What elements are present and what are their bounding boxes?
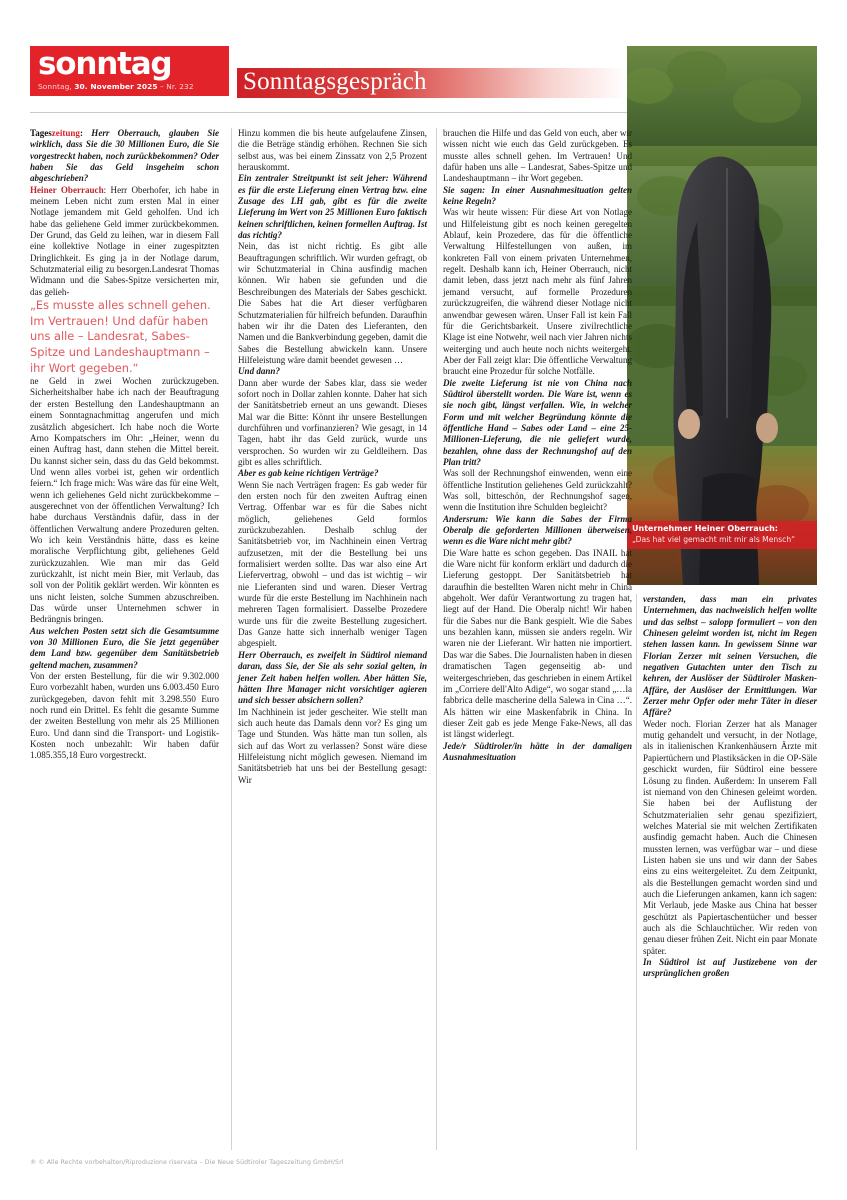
interview-question: In Südtirol ist auf Justizebene von der ursprünglichen großen [643, 957, 817, 979]
interview-question: Ein zentraler Streitpunkt ist seit jeher: Während es für die erste Lieferung einen Vertrag bzw. eine Zusage des LH gab, gibt es für die zweite Lieferung im Wert von 25 Millionen Euro faktisch keinen schriftlichen, keinen formellen Auftrag. Ist das richtig? [238, 173, 427, 241]
column-divider-3 [636, 594, 637, 1150]
interview-answer: Weder noch. Florian Zerzer hat als Manager mutig gehandelt und versucht, in der Notlage, als in italienischen Krankenhäusern Ärzte mit Papiertüchern und Plastiksäcken in die OP-Säle geschickt wurden, für Südtirol eine bessere Lösung zu finden. Außerdem: In unserem Fall ist niemand von den Chinesen geleimt worden. Sie haben bei der Auflistung der Schutzmaterialien sehr genau spezifiziert, welches Material sie mit welchen Zertifikaten ausfindig gemacht haben. Auch die Chinesen mussten lernen, was verfügbar war – und diese Listen haben sie uns und wir dann der Sabes eins zu eins weitergeleitet. Zu dem Zeitpunkt, als die Bestellungen gemacht worden sind und auch die Lieferungen ankamen, kann ich sagen: Mit Verlaub, jede Maske aus China hat besser geschützt als Papiertaschentücher und besser auch als die Schlauchtücher. Wir reden von genau dieser frühen Zeit. Nicht ein paar Monate später. [643, 718, 817, 956]
copyright-footer: ® © Alle Rechte vorbehalten/Riproduzione riservata – Die Neue Südtiroler Tageszeitung GmbH/Srl [30, 1159, 344, 1166]
interview-question: Andersrum: Wie kann die Sabes der Firma Oberalp die geforderten Millionen überweisen, wenn es die Ware nicht mehr gibt? [443, 513, 632, 547]
column-divider-1 [231, 128, 232, 1150]
article-column-2 [238, 128, 427, 1150]
interview-question: Herr Oberrauch, es zweifelt in Südtirol niemand daran, dass Sie, der Sie als sehr sozial gelten, in jener Zeit haben helfen wollen. Aber hätten Sie, hätten Ihre Manager nicht vorsichtiger agieren und sich besser absichern sollen? [238, 649, 427, 706]
question-text: Herr Oberrauch, glauben Sie wirklich, dass Sie die 30 Millionen Euro, die Sie vorgestreckt haben, noch zurückbekommen? Oder haben Sie das Geld insgeheim schon abgeschrieben? [30, 128, 219, 184]
column-divider-2 [436, 128, 437, 1150]
brand-colon: : [79, 128, 83, 138]
photo-caption-text: „Das hat viel gemacht mit mir als Mensch“ [632, 534, 796, 544]
interview-question: Aber es gab keine richtigen Verträge? [238, 468, 379, 479]
article-column-1 [30, 128, 219, 1150]
interview-answer: Dann aber wurde der Sabes klar, dass sie weder sofort noch in Dollar zahlen konnte. Daher hat sich der Sanitätsbetrieb erneut an uns gewandt. Dieses Mal war die Bitte: Könnt ihr unsere Bestellungen durchführen und vorfinanzieren? Wie gesagt, in 14 Tagen, habt ihr das Geld zurück, wurde uns versprochen. So wurden wir zu Geldleihern. Das gibt es alles schriftlich. [238, 377, 427, 467]
answer-continued: Hinzu kommen die bis heute aufgelaufene Zinsen, die die Beträge ständig erhöhen. Rechnen Sie sich selbst aus, was bei einem Zinssatz von 2,5 Prozent herauskommt. [238, 128, 427, 173]
masthead-dateline [38, 82, 223, 92]
page-title: Sonntagsgespräch [243, 68, 427, 95]
brand-name-red: zeitung [51, 128, 80, 138]
speaker-name: Heiner Oberrauch [30, 184, 104, 195]
question-continued: verstanden, dass man ein privates Unternehmen, das nachweislich helfen wollte und das selbst – salopp formuliert – von den Chinesen geleimt worden ist, nicht im Regen stehen lassen kann. In gewissem Sinne war Florian Zerzer mit seinen Versuchen, die negativen Gutachten unter den Tisch zu kehren, der Auslöser der Südtiroler Masken-Affäre, der Auslöser der Ermittlungen. War Zerzer mehr Opfer oder mehr Täter in dieser Affäre? [643, 594, 817, 718]
brand-name-black: Tages [30, 128, 52, 138]
answer-text: : Herr Oberhofer, ich habe in meinem Leben nicht zum ersten Mal in einer Notlage jemandem mit Geld geholfen. Und ich habe das geliehene Geld immer zurückbekommen. Der Grund, das Geld zu leihen, war in diesem Fall eine kollektive Notlage in einer zugespitzten Dringlichkeit. Es ging ja in der Notlage darum, Schutzmaterial eilig zu besorgen.Landesrat Thomas Widmann und die Sabes-Spitze versicherten mir, das gelieh- [30, 184, 219, 297]
article-column-3 [443, 128, 632, 1150]
interview-answer: Von der ersten Bestellung, für die wir 9.302.000 Euro vorbezahlt haben, wurden uns 6.003.450 Euro zurückgegeben, davon fehlt mit 3.298.550 Euro noch rund ein Drittel. Es fehlt die gesamte Summe der zweiten Bestellung von mehr als 25 Millionen Euro. Und dann sind die Transport- und Logistik-Kosten noch unbezahlt: Wir haben dafür 1.085.355,18 Euro vorgestreckt. [30, 671, 219, 761]
masthead-date: 30. November 2025 [74, 82, 158, 91]
article-column-4 [643, 594, 817, 1150]
photo-illustration [627, 46, 817, 585]
pull-quote: „Es musste alles schnell gehen. Im Vertrauen! Und dafür haben uns alle – Landesrat, Sabes-Spitze und Landeshauptmann – ihr Wort gegeben.“ [30, 298, 211, 375]
interview-answer: Wenn Sie nach Verträgen fragen: Es gab weder für den ersten noch für den zweiten Auftrag einen Vertrag. Offenbar war es für die Sabes nicht möglich, geliehenes Geld formlos zurückzubezahlen. Deshalb schlug der Sanitätsbetrieb vor, im Nachhinein einen Vertrag aufzusetzen, mit der die Bestellung bei uns formalisiert werden sollte. Das war also eine Art Liefervertrag, obwohl – und das ist wichtig – wir nie Lieferanten sind und waren. Dieser Vertrag wurde für die erste Bestellung im Nachhinein nach mehreren Tagen formalisiert. Dasselbe Prozedere wurde uns für die zweite Bestellung zugesichert. Das Ganze hatte sich innerhalb weniger Tagen abgespielt. [238, 479, 427, 649]
interview-question [30, 128, 219, 185]
answer-continued: brauchen die Hilfe und das Geld von euch, aber wir wissen nicht wie euch das Geld zurückgeben. Es musste alles schnell gehen. Im Vertrauen! Und dafür haben uns alle – Landesrat, Sabes-Spitze und Landeshauptmann – ihr Wort gegeben. [443, 128, 632, 184]
masthead-weekday: Sonntag, [38, 82, 72, 91]
interview-answer: Was soll der Rechnungshof einwenden, wenn eine öffentliche Institution geliehenes Geld zurückzahlt? Was soll, bitteschön, der Rechnungshof sagen, wenn die Institution ihre Schulden begleicht? [443, 468, 632, 513]
interview-question: Die zweite Lieferung ist nie von China nach Südtirol überstellt worden. Die Ware ist, wenn es sie noch gibt, längst verfallen. Wie, in welcher Form und mit welcher Begründung könnte die öffentliche Hand – Sabes oder Land – eine 25-Millionen-Lieferung, die nie geliefert wurde, bezahlen, ohne dass der Rechnungshof auf den Plan tritt? [443, 377, 632, 467]
masthead-logo: sonntag [38, 46, 172, 82]
interview-question: Aus welchen Posten setzt sich die Gesamtsumme von 30 Millionen Euro, die Sie jetzt gegenüber dem Land bzw. gegenüber dem Sanitätsbetrieb geltend machen, zusammen? [30, 625, 219, 670]
masthead-issue: – Nr. 232 [160, 82, 194, 91]
interview-question: Sie sagen: In einer Ausnahmesituation gelten keine Regeln? [443, 184, 632, 207]
answer-continued: ne Geld in zwei Wochen zurückzugeben. Sicherheitshalber habe ich nach der Beauftragung der ersten Bestellung den Landeshauptmann an einem Sonntagnachmittag angerufen und mich zusätzlich abgesichert. Ich habe noch die Worte Arno Kompatschers im Ohr: „Heiner, wenn du einen Auftrag hast, dann stehen die Mittel bereit. Du kannst sicher sein, dass du das Geld bekommst. Und wenn alles vorbei ist, gehen wir ordentlich feiern.“ Ich frage mich: Was wäre das für eine Welt, wenn ich geliehenes Geld nicht zurückbekomme – ausgerechnet von der öffentlichen Verwaltung? Ich habe durchaus Verständnis dafür, dass in der öffentlichen Verwaltung andere Prozeduren gelten. Wo ich kein Verständnis hätte, dass es keine moralische Verpflichtung gibt, geliehenes Geld zurückzuzahlen. Wie man mir das Geld zurückzahlt, ist nicht mein Bier, mit Verlaub, das soll von der Politik geklärt werden. Wir könnten es uns nicht leisten, solche Summen abzuschreiben. Das würde unser Unternehmen schwer in Bedrängnis bringen. [30, 376, 219, 625]
interview-question: Jede/r Südtiroler/in hätte in der damaligen Ausnahmesituation [443, 740, 632, 762]
interview-answer: Die Ware hatte es schon gegeben. Das INAIL hat die Ware nicht für konform erklärt und dadurch die Lieferung gestoppt. Der Sanitätsbetrieb hat daraufhin die bestellten Waren nicht mehr in China abgeholt. Wer dafür Verantwortung zu tragen hat, liegt auf der Hand. Die Oberalp nicht! Wir haben für die Sabes nur die Bank gespielt. Wie die Sabes uns bezahlen kann, müssen sie anders regeln. Wir waren nie der Lieferant. Wir hatten nie importiert. Das war die Sabes. Die Journalisten haben in diesen dramatischen Tagen gegenseitig ab- und weitergeschrieben, das geschrieben in einem Artikel im „Corriere dell'Alto Adige“, wo sogar stand „…la fabbrica delle mascherine della Salewa in Cina …“. Als hätten wir eine Maskenfabrik in China. In dieser Zeit gab es jede Menge Fake-News, all das ist längst widerlegt. [443, 547, 632, 740]
photo-caption-title: Unternehmer Heiner Oberrauch: [632, 524, 778, 533]
article-photo [627, 46, 817, 585]
photo-caption [627, 521, 817, 549]
interview-answer: Im Nachhinein ist jeder gescheiter. Wie stellt man sich auch heute das Damals denn vor? Es ging um Tage und Stunden. Was hätte man tun sollen, als sich auf das Wort zu verlassen? Sonst wäre diese Hilfeleistung nicht möglich gewesen. Niemand im Sanitätsbetrieb hat uns bei der Bestellung gesagt: Wir [238, 706, 427, 785]
interview-question: Und dann? [238, 366, 280, 377]
interview-answer: Nein, das ist nicht richtig. Es gibt alle Beauftragungen schriftlich. Wir wurden gefragt, ob wir Schutzmaterial in China ausfindig machen können. Wir haben sie gefunden und die Beschreibungen des Materials der Sabes geschickt. Die Sabes hat die Art dieser verfügbaren Schutzmaterialien für hilfreich befunden. Daraufhin haben wir ihr die Daten des Lieferanten, den Namen und die Bankverbindung gegeben, damit die Sabes die Bestellung abwickeln kann. Unsere Hilfeleistung wäre damit beendet gewesen … [238, 241, 427, 365]
interview-answer [30, 185, 219, 298]
masthead [30, 46, 229, 96]
interview-answer: Was wir heute wissen: Für diese Art von Notlage und Hilfeleistung gibt es noch keinen geregelten Ablauf, kein Prozedere, das für die öffentliche Verwaltung Hilfestellungen von außen, im konkreten Fall von einem privaten Unternehmen, regelt. Deshalb kann ich, Heiner Oberrauch, nicht damit leben, dass jetzt nach mehr als fünf Jahren jemand versucht, auf formelle Prozeduren zurückzugreifen, die während dieser Notlage nicht anwendbar gewesen wären. Unser Fall ist kein Fall für die Gerichtsbarkeit. Unsere zivilrechtliche Klage ist eine Notwehr, weil nach vier Jahren nichts weiterging und auch heute noch nichts weitergeht. Aber der Fall zeigt klar: Die öffentliche Verwaltung braucht eine Prozedur für solche Notfälle. [443, 207, 632, 377]
header-divider [30, 112, 627, 113]
